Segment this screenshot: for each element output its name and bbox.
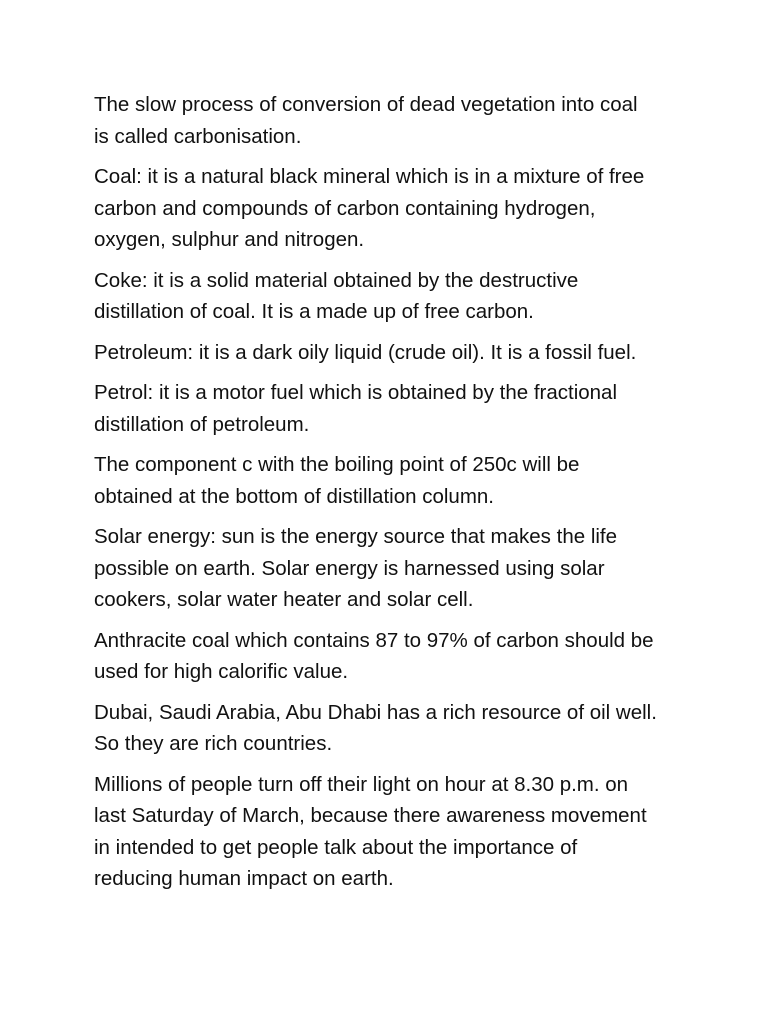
paragraph-carbonisation: The slow process of conversion of dead vegetation into coal is called carbonisation. xyxy=(94,93,638,148)
paragraph-solar-energy: Solar energy: sun is the energy source that makes the life possible on earth. Solar energy is harnessed using solar cookers, solar water heater and solar cell. xyxy=(94,525,618,611)
document-page xyxy=(94,89,694,904)
paragraph-coke: Coke: it is a solid material obtained by the destructive distillation of coal. It is a made up of free carbon. xyxy=(94,268,579,323)
paragraph-coal: Coal: it is a natural black mineral which is in a mixture of free carbon and compounds of carbon containing hydrogen, oxygen, sulphur and nitrogen. xyxy=(94,165,645,251)
paragraph-petrol: Petrol: it is a motor fuel which is obtained by the fractional distillation of petroleum. xyxy=(94,381,618,436)
paragraph-oil-countries: Dubai, Saudi Arabia, Abu Dhabi has a rich resource of oil well. So they are rich countries. xyxy=(94,700,657,755)
paragraph-petroleum: Petroleum: it is a dark oily liquid (crude oil). It is a fossil fuel. xyxy=(94,340,637,364)
paragraph-distillation-component: The component c with the boiling point of 250c will be obtained at the bottom of distillation column. xyxy=(94,453,580,508)
paragraph-anthracite: Anthracite coal which contains 87 to 97% of carbon should be used for high calorific value. xyxy=(94,628,654,683)
paragraph-earth-hour: Millions of people turn off their light on hour at 8.30 p.m. on last Saturday of March, because there awareness movement in intended to get people talk about the importance of reducing human impact on earth. xyxy=(94,772,647,890)
